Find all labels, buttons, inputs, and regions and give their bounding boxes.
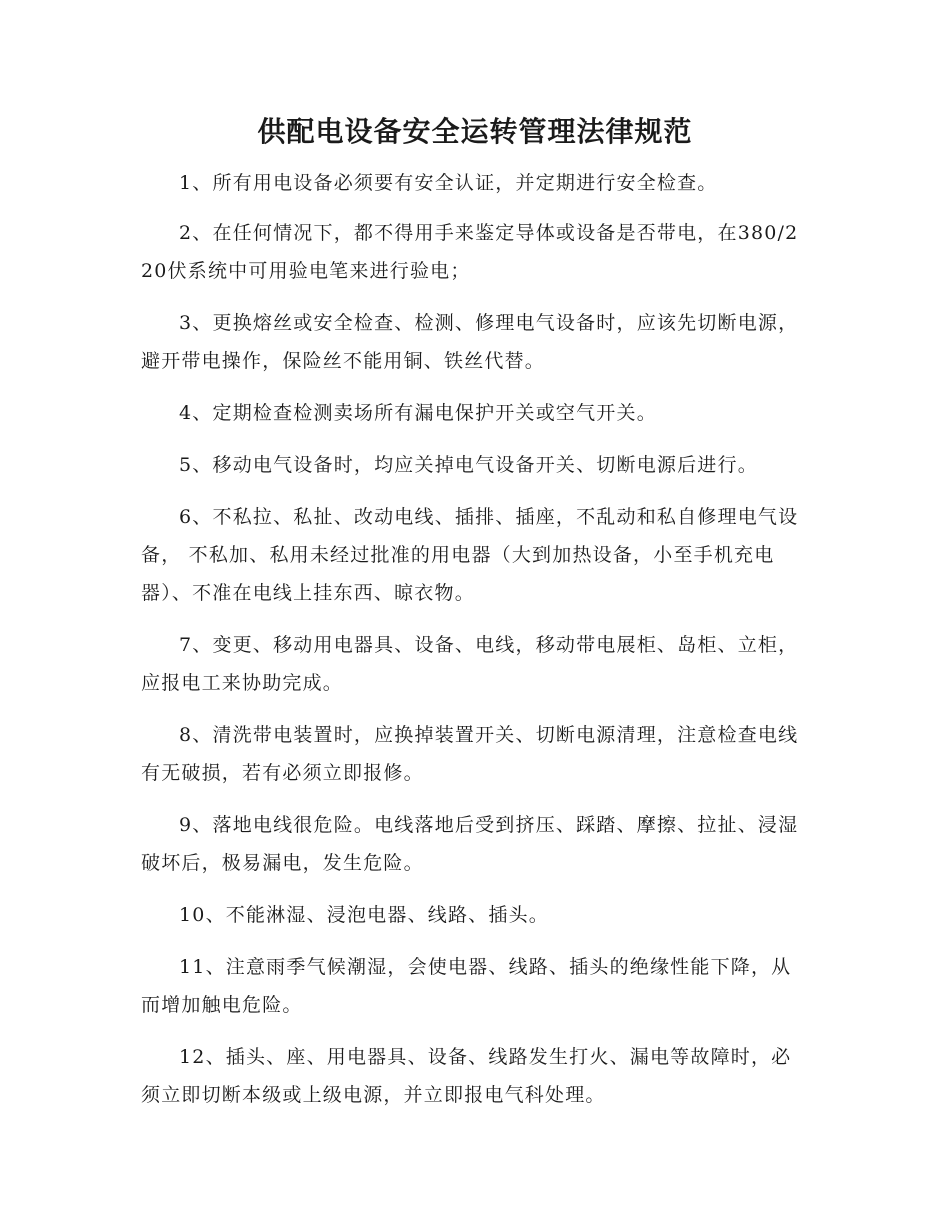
paragraph-4: 4、定期检查检测卖场所有漏电保护开关或空气开关。 xyxy=(179,402,657,424)
paragraph-10: 10、不能淋湿、浸泡电器、线路、插头。 xyxy=(179,904,549,926)
paragraph-7: 7、变更、移动用电器具、设备、电线，移动带电展柜、岛柜、立柜，应报电工来协助完成。 xyxy=(141,634,799,694)
document-body xyxy=(141,164,811,1128)
paragraph-6: 6、不私拉、私扯、改动电线、插排、插座，不乱动和私自修理电气设备， 不私加、私用未经过批准的用电器（大到加热设备，小至手机充电器）、不准在电线上挂东西、晾衣物。 xyxy=(141,506,799,604)
paragraph-5: 5、移动电气设备时，均应关掉电气设备开关、切断电源后进行。 xyxy=(179,454,758,476)
paragraph-8: 8、清洗带电装置时，应换掉装置开关、切断电源清理，注意检查电线有无破损，若有必须立即报修。 xyxy=(141,724,799,784)
paragraph-11: 11、注意雨季气候潮湿，会使电器、线路、插头的绝缘性能下降，从而增加触电危险。 xyxy=(141,956,792,1016)
paragraph-2: 2、在任何情况下，都不得用手来鉴定导体或设备是否带电，在380/220伏系统中可用验电笔来进行验电； xyxy=(141,222,799,282)
paragraph-3: 3、更换熔丝或安全检查、检测、修理电气设备时，应该先切断电源，避开带电操作，保险丝不能用铜、铁丝代替。 xyxy=(141,312,799,372)
paragraph-1: 1、所有用电设备必须要有安全认证，并定期进行安全检查。 xyxy=(179,172,718,194)
paragraph-9: 9、落地电线很危险。电线落地后受到挤压、踩踏、摩擦、拉扯、浸湿破坏后，极易漏电，发生危险。 xyxy=(141,814,799,874)
paragraph-12: 12、插头、座、用电器具、设备、线路发生打火、漏电等故障时，必须立即切断本级或上级电源，并立即报电气科处理。 xyxy=(141,1046,792,1106)
document-title: 供配电设备安全运转管理法律规范 xyxy=(257,115,693,148)
